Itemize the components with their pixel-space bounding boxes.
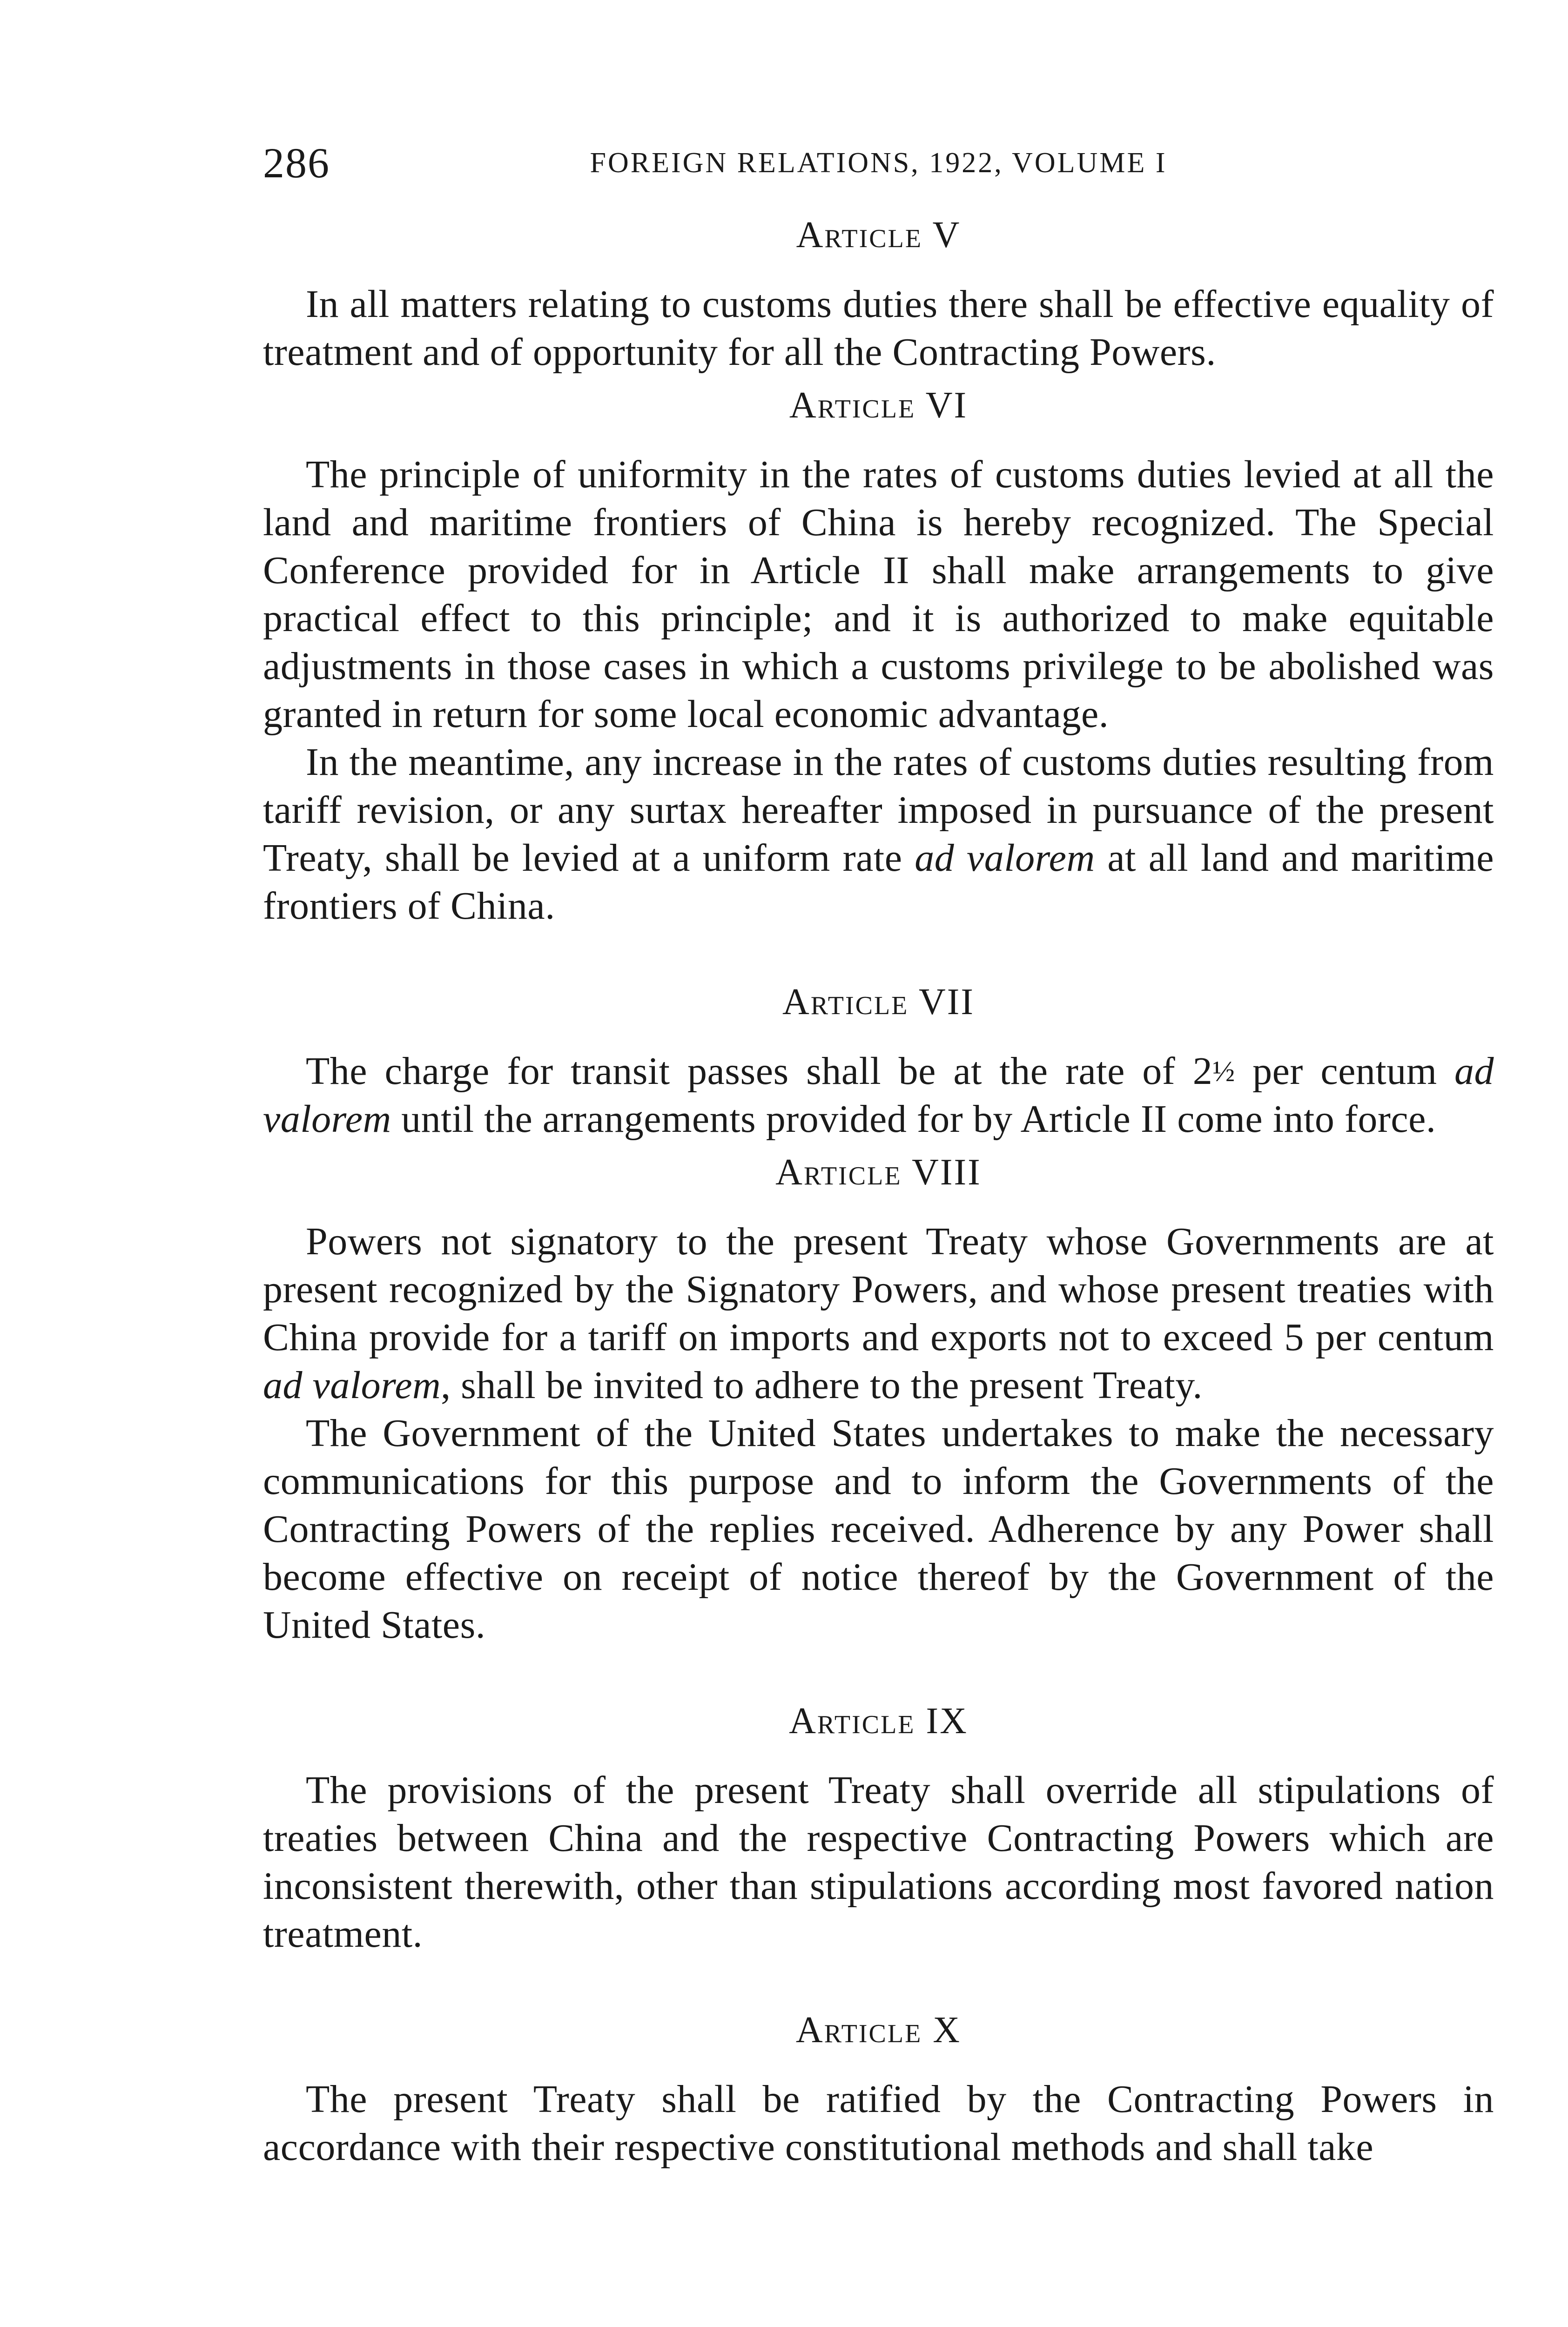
article-ix-paragraph: The provisions of the present Treaty shall override all stipulations of treaties between China and the respective Contracting Powers which are inconsistent therewith, other than stipulations according most favored nation treatment. bbox=[263, 1769, 1494, 1956]
article-vi-paragraph-1: The principle of uniformity in the rates of customs duties levied at all the land and maritime frontiers of China is hereby recognized. The Special Conference provided for in Article II shall make arrangements to give practical effect to this principle; and it is authorized to make equitable adjustments in those cases in which a customs privilege to be abolished was granted in return for some local economic advantage. bbox=[263, 453, 1494, 736]
article-x-heading: Article X bbox=[795, 2010, 962, 2051]
article-x-paragraph: The present Treaty shall be ratified by the Contracting Powers in accordance with their respective constitutional methods and shall take bbox=[263, 2078, 1494, 2169]
article-ix-heading: Article IX bbox=[789, 1701, 968, 1742]
article-viii-heading: Article VIII bbox=[775, 1152, 982, 1193]
text-run: until the arrangements provided for by Article II come into force. bbox=[391, 1097, 1436, 1141]
article-viii-paragraph-2: The Government of the United States undertakes to make the necessary communications for this purpose and to inform the Governments of the Contracting Powers of the replies received. Adherence by any Power shall become effective on receipt of notice thereof by the Government of the United States. bbox=[263, 1412, 1494, 1647]
text-run: , shall be invited to adhere to the present Treaty. bbox=[441, 1364, 1203, 1407]
italic-term: ad valorem bbox=[263, 1049, 1494, 1141]
page-header bbox=[263, 135, 1494, 191]
document-body bbox=[263, 209, 1494, 2171]
text-run: The charge for transit passes shall be at the rate of 2 bbox=[306, 1049, 1213, 1093]
italic-term: ad valorem bbox=[915, 836, 1095, 880]
article-viii-paragraph-1 bbox=[263, 1217, 1494, 1409]
text-run: In the meantime, any increase in the rates of customs duties resulting from tariff revision, or any surtax hereafter imposed in pursuance of the present Treaty, shall be levied at a uniform rate bbox=[263, 740, 1494, 880]
text-run: per centum bbox=[1235, 1049, 1454, 1093]
italic-term: ad valorem bbox=[263, 1364, 441, 1407]
article-v-heading: Article V bbox=[796, 215, 961, 256]
fraction: ½ bbox=[1212, 1055, 1235, 1088]
article-vii-heading: Article VII bbox=[782, 982, 975, 1022]
running-head: FOREIGN RELATIONS, 1922, VOLUME I bbox=[590, 147, 1167, 179]
article-vi-paragraph-2 bbox=[263, 738, 1494, 930]
page-number: 286 bbox=[263, 139, 330, 187]
article-v-paragraph: In all matters relating to customs duties there shall be effective equality of treatment and of opportunity for all the Contracting Powers. bbox=[263, 282, 1494, 374]
article-vii-paragraph bbox=[263, 1047, 1494, 1143]
article-vi-heading: Article VI bbox=[789, 385, 968, 426]
text-run: at all land and maritime frontiers of China. bbox=[263, 836, 1494, 928]
text-run: Powers not signatory to the present Treaty whose Governments are at present recognized by the Signatory Powers, and whose present treaties with China provide for a tariff on imports and exports not to exceed 5 per centum bbox=[263, 1220, 1494, 1359]
